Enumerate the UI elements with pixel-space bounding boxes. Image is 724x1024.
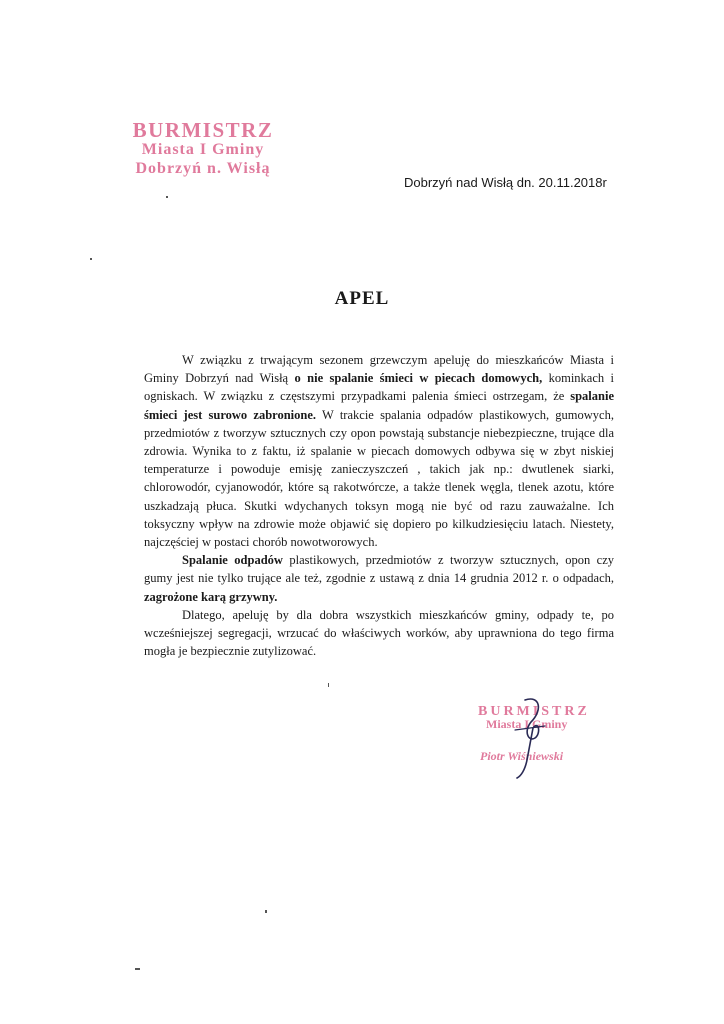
stamp-title: BURMISTRZ [132, 118, 274, 142]
paragraph-2-text: plastikowych, przedmiotów z tworzyw sztucznych, opon czy gumy jest nie tylko trujące ale też, zgodnie z ustawą z dnia 14 grudnia 2012 r. o odpadach, [144, 553, 614, 586]
signature-title: BURMISTRZ [478, 704, 590, 719]
paragraph-3: Dlatego, apeluję by dla dobra wszystkich mieszkańców gminy, odpady te, po wcześniejszej segregacji, wrzucać do właściwych worków, aby uprawniona do tego firma mogła je bezpiecznie zutylizować. [144, 607, 614, 659]
signature-name: Piotr Wiśniewski [480, 749, 564, 763]
signature-municipality: Miasta I Gminy [486, 717, 568, 731]
scan-speck [166, 196, 168, 198]
scan-speck [135, 968, 140, 970]
document-body [144, 351, 614, 660]
scan-speck [90, 258, 92, 260]
paragraph-1-text-c: W trakcie spalania odpadów plastikowych, gumowych, przedmiotów z tworzyw sztucznych czy opon powstają substancje niebezpieczne, trujące dla zdrowia. Wynika to z faktu, iż spalanie w piecach domowych odbywa się w zbyt niskiej temperaturze i powoduje emisję zanieczyszczeń , takich jak np.: dwutlenek siarki, chlorowodór, cyjanowodór, które są rakotwórcze, a także tlenek węgla, tlenek azotu, które uszkadzają płuca. Skutki wdychanych toksyn mogą nie być od razu zauważalne. Ich toksyczny wpływ na zdrowie może objawić się dopiero po kilkudziesięciu latach. Niestety, najczęściej w postaci chorób nowotworowych. [144, 407, 614, 550]
official-stamp [118, 118, 288, 178]
stamp-municipality: Miasta I Gminy [141, 141, 265, 158]
paragraph-1-text-b: kominkach i ogniskach. W związku z częstszymi przypadkami palenia śmieci ostrzegam, że [144, 371, 614, 404]
handwritten-signature-icon [495, 690, 565, 780]
scan-speck [265, 910, 267, 913]
paragraph-2 [144, 551, 614, 606]
paragraph-1-bold-a: o nie spalanie śmieci w piecach domowych, [294, 371, 543, 386]
document-date: Dobrzyń nad Wisłą dn. 20.11.2018r [404, 175, 607, 190]
paragraph-1-bold-b: spalanie śmieci jest surowo zabronione. [144, 389, 614, 422]
paragraph-2-bold-a: Spalanie odpadów [182, 553, 283, 568]
scan-speck [328, 683, 329, 687]
paragraph-2-bold-b: zagrożone karą grzywny. [144, 589, 278, 604]
document-title: APEL [334, 288, 390, 309]
stamp-town: Dobrzyń n. Wisłą [135, 160, 271, 177]
paragraph-1-text-a: W związku z trwającym sezonem grzewczym apeluję do mieszkańców Miasta i Gminy Dobrzyń nad Wisłą [144, 353, 614, 386]
paragraph-1 [144, 351, 614, 551]
